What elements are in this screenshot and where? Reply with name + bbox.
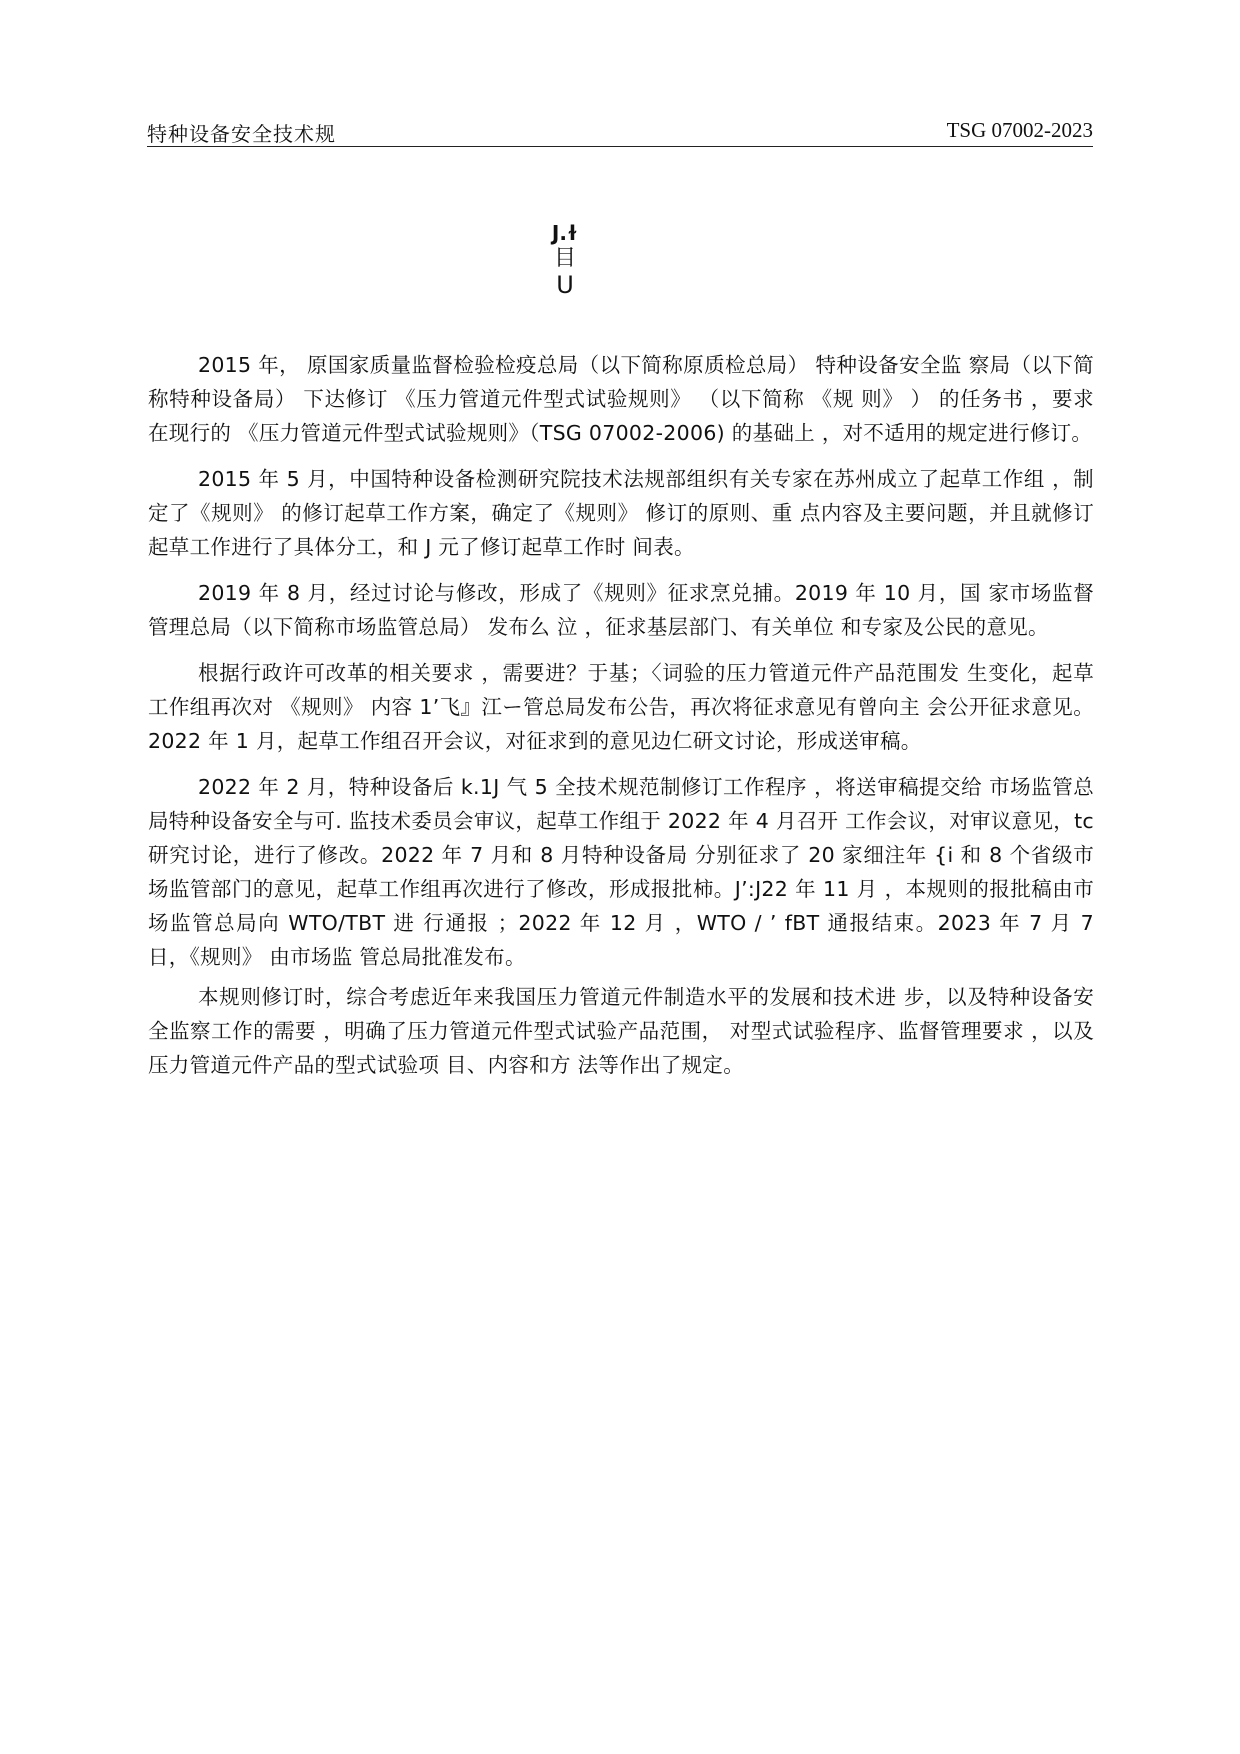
- paragraph: 2015 年 5 月，中国特种设备检测研究院技术法规部组织有关专家在苏州成立了起草工作组 ，制定了《规则》 的修订起草工作方案，确定了《规则》 修订的原则、重 点内容及主要问题，并且就修订起草工作进行了具体分工，和 J 元了修订起草工作时 间表。: [148, 467, 1094, 559]
- header-standard-code: TSG 07002-2023: [946, 118, 1093, 142]
- paragraph: 2022 年 2 月，特种设备后 k.1J 气 5 全技术规范制修订工作程序 ，将送审稿提交给 市场监管总局特种设备安全与可. 监技术委员会审议，起草工作组于 2022 年 4 月召开 工作会议，对审议意见，tc 研究讨论，进行了修改。2022 年 7 月和 8 月特种设备局 分别征求了 20 家细注年 {i 和 8 个省级市场监管部门的意见，起草工作组再次进行了修改，形成报批柿。J’:J22 年 11 月 ，本规则的报批稿由市场监管总局向 WTO/TBT 进 行通报 ；2022 年 12 月 ，WTO / ’ fBT 通报结束。2023 年 7 月 7 日，《规则》 由市场监 管总局批准发布。: [148, 775, 1094, 969]
- body-text: [148, 348, 1094, 1094]
- page-header: [147, 112, 1093, 147]
- header-series-title: 特种设备安全技术规: [147, 122, 336, 146]
- paragraph: 2019 年 8 月，经过讨论与修改，形成了《规则》征求烹兑捕。2019 年 10 月，国 家市场监督管理总局（以下简称市场监管总局） 发布么 泣 ，征求基层部门、有关单位 和专家及公民的意见。: [148, 581, 1094, 639]
- paragraph: 本规则修订时，综合考虑近年来我国压力管道元件制造水平的发展和技术进 步，以及特种设备安全监察工作的需要 ，明确了压力管道元件型式试验产品范围， 对型式试验程序、监督管理要求 ，以及压力管道元件产品的型式试验项 目、内容和方 法等作出了规定。: [148, 985, 1094, 1077]
- title-line-2: 目: [553, 246, 576, 271]
- title-line-1: J.ɫ: [551, 221, 579, 245]
- title-line-3: U: [556, 271, 574, 299]
- page-title: [520, 220, 610, 298]
- paragraph: 2015 年， 原国家质量监督检验检疫总局（以下简称原质检总局） 特种设备安全监 察局（以下简称特种设备局） 下达修订 《压力管道元件型式试验规则》 （以下简称 《规 则》 ） 的任务书 ，要求在现行的 《压力管道元件型式试验规则》（TSG 07002-2006) 的基础上 ，对不适用的规定进行修订。: [148, 353, 1094, 445]
- paragraph: 根据行政许可改革的相关要求 ，需要进？于基；〈词验的压力管道元件产品范围发 生变化，起草工作组再次对 《规则》 内容 1’飞』江ー管总局发布公告，再次将征求意见有曾向主 会公开征求意见。2022 年 1 月，起草工作组召开会议，对征求到的意见边仁研文讨论，形成送审稿。: [148, 661, 1094, 753]
